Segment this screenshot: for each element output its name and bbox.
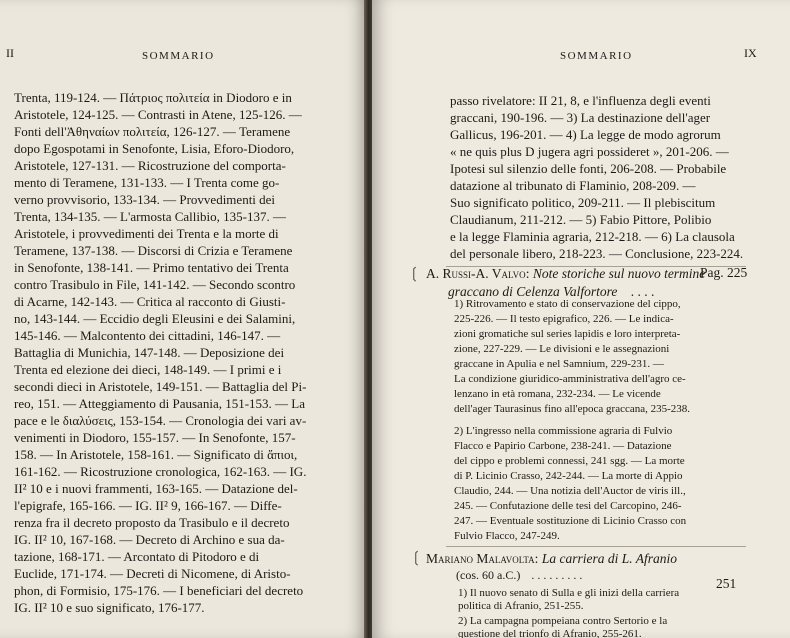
text-line: 2) La campagna pompeiana contro Sertorio e la	[458, 615, 668, 627]
entry-title-cont: (cos. 60 a.C.)	[456, 568, 521, 582]
text-line: politica di Afranio, 251-255.	[458, 600, 584, 612]
text-line: Aristotele, i provvedimenti dei Trenta e la morte di	[14, 226, 279, 241]
text-line: 161-162. — Ricostruzione cronologica, 162-163. — IG.	[14, 464, 307, 479]
text-line: verno provvisorio, 133-134. — Provvedimenti dei	[14, 192, 276, 207]
text-line: « ne quis plus D jugera agri possideret », 201-206. —	[450, 144, 729, 159]
text-line: 1) Ritrovamento e stato di conservazione del cippo,	[454, 298, 681, 310]
text-line: venimenti in Diodoro, 155-157. — In Senofonte, 157-	[14, 430, 296, 445]
text-line: Trenta ed elezione dei dieci, 148-149. — I primi e i	[14, 362, 282, 377]
entry-title-cont: graccano di Celenza Valfortore	[448, 284, 618, 299]
right-page	[372, 0, 790, 638]
text-line: secondi dieci in Aristotele, 149-151. — Battaglia del Pi-	[14, 379, 307, 394]
text-line: La condizione giuridico-amministrativa dell'agro ce-	[454, 373, 686, 385]
text-line: 245. — Confutazione delle tesi del Carcopino, 246-	[454, 500, 682, 512]
text-line: contro Trasibulo in File, 141-142. — Secondo scontro	[14, 277, 296, 292]
left-page	[0, 0, 368, 638]
entry-title: La carriera di L. Afranio	[541, 551, 677, 566]
bracket-mark: ❲	[410, 550, 423, 566]
text-line: renza fra il decreto proposto da Trasibulo e il decreto	[14, 515, 290, 530]
left-page-number: II	[6, 46, 14, 60]
text-line: lenzano in età romana, 232-234. — Le vicende	[454, 388, 661, 400]
text-line: graccani, 190-196. — 3) La destinazione dell'ager	[450, 110, 711, 125]
text-line: dopo Egospotami in Senofonte, Lisia, Eforo-Diodoro,	[14, 141, 295, 156]
text-line: datazione al tribunato di Flaminio, 208-209. —	[450, 178, 696, 193]
text-line: Aristotele, 127-131. — Ricostruzione del comporta-	[14, 158, 286, 173]
entry-page-ref	[716, 576, 736, 592]
left-running-head: SOMMARIO	[142, 50, 215, 62]
text-line: II² 10 e i nuovi frammenti, 163-165. — Datazione del-	[14, 481, 298, 496]
text-line: IG. II² 10, 167-168. — Decreto di Archino e sua da-	[14, 532, 285, 547]
text-line: dell'ager Taurasinus fino all'epoca graccana, 235-238.	[454, 403, 691, 415]
text-line: del personale libero, 218-223. — Conclusione, 223-224.	[450, 246, 744, 261]
text-line: Trenta, 134-135. — L'armosta Callibio, 135-137. —	[14, 209, 286, 224]
right-running-head: SOMMARIO	[560, 50, 633, 62]
dot-leader: . . . .	[630, 284, 655, 299]
text-line: 247. — Eventuale sostituzione di Licinio Crasso con	[454, 515, 687, 527]
text-line: in Senofonte, 138-141. — Primo tentativo dei Trenta	[14, 260, 289, 275]
entry-heading: A. Russi-A. Valvo: Note storiche sul nuovo termine	[426, 266, 706, 281]
entry-author: Mariano Malavolta	[426, 551, 535, 566]
page-number: 225	[727, 265, 748, 280]
page-label: Pag.	[700, 265, 724, 280]
text-line: Fonti dell'Ἀθηναίων πολιτεία, 126-127. — Teramene	[14, 124, 291, 139]
text-line: Aristotele, 124-125. — Contrasti in Atene, 125-126. —	[14, 107, 302, 122]
entry-page-ref	[700, 265, 747, 281]
text-line: Suo significato politico, 209-211. — Il plebiscitum	[450, 195, 716, 210]
entry-author: A. Russi-A. Valvo	[426, 266, 526, 281]
text-line: Teramene, 137-138. — Discorsi di Crizia e Teramene	[14, 243, 293, 258]
text-line: IG. II² 10 e suo significato, 176-177.	[14, 600, 205, 615]
text-line: di Acarne, 142-143. — Critica al racconto di Giusti-	[14, 294, 286, 309]
text-line: Ipotesi sul silenzio delle fonti, 206-208. — Probabile	[450, 161, 727, 176]
text-line: zioni gromatiche sul series lapidis e loro interpreta-	[454, 328, 681, 340]
text-line: mento di Teramene, 131-133. — I Trenta come go-	[14, 175, 280, 190]
entry-divider	[446, 546, 746, 547]
text-line: pace e le διαλύσεις, 153-154. — Cronologia dei vari av-	[14, 413, 307, 428]
text-line: questione del trionfo di Afranio, 255-261.	[458, 628, 642, 638]
text-line: Trenta, 119-124. — Πάτριος πολιτεία in Diodoro e in	[14, 90, 292, 105]
entry-heading: Mariano Malavolta: La carriera di L. Afranio	[426, 551, 677, 566]
text-line: l'epigrafe, 165-166. — IG. II² 9, 166-167. — Diffe-	[14, 498, 282, 513]
dot-leader: . . . . . . . . .	[531, 568, 583, 582]
text-line: Battaglia di Munichia, 147-148. — Deposizione dei	[14, 345, 285, 360]
text-line: graccane in Apulia e nel Samnium, 229-231. —	[454, 358, 664, 370]
text-line: del cippo e problemi connessi, 241 sgg. — La morte	[454, 455, 685, 467]
text-line: di P. Licinio Crasso, 242-244. — La morte di Appio	[454, 470, 683, 482]
text-line: Gallicus, 196-201. — 4) La legge de modo agrorum	[450, 127, 721, 142]
text-line: Claudio, 244. — Una notizia dell'Auctor de viris ill.,	[454, 485, 686, 497]
text-line: zione, 227-229. — Le divisioni e le assegnazioni	[454, 343, 670, 355]
bracket-mark: ❲	[408, 266, 421, 282]
text-line: passo rivelatore: II 21, 8, e l'influenza degli eventi	[450, 93, 711, 108]
text-line: phon, di Formisio, 175-176. — I beneficiari del decreto	[14, 583, 304, 598]
text-line: 1) Il nuovo senato di Sulla e gli inizi della carriera	[458, 587, 680, 599]
entry-title: Note storiche sul nuovo termine	[532, 266, 706, 281]
text-line: Fulvio Flacco, 247-249.	[454, 530, 560, 542]
text-line: tazione, 168-171. — Arcontato di Pitodoro e di	[14, 549, 260, 564]
entry-heading-cont	[456, 566, 582, 584]
text-line: Flacco e Papirio Carbone, 238-241. — Datazione	[454, 440, 672, 452]
text-line: reo, 151. — Atteggiamento di Pausania, 151-153. — La	[14, 396, 306, 411]
text-line: Euclide, 171-174. — Decreti di Nicomene, di Aristo-	[14, 566, 291, 581]
text-line: e la legge Flaminia agraria, 212-218. — 6) La clausola	[450, 229, 735, 244]
right-page-number: IX	[744, 46, 757, 60]
text-line: 225-226. — Il testo epigrafico, 226. — Le indica-	[454, 313, 674, 325]
text-line: no, 143-144. — Eccidio degli Eleusini e dei Salamini,	[14, 311, 296, 326]
text-line: 158. — In Aristotele, 158-161. — Significato di ἄπιοι,	[14, 447, 298, 462]
text-line: 2) L'ingresso nella commissione agraria di Fulvio	[454, 425, 673, 437]
page-number: 251	[716, 576, 737, 591]
text-line: Claudianum, 211-212. — 5) Fabio Pittore, Polibio	[450, 212, 712, 227]
text-line: 145-146. — Malcontento dei cittadini, 146-147. —	[14, 328, 281, 343]
